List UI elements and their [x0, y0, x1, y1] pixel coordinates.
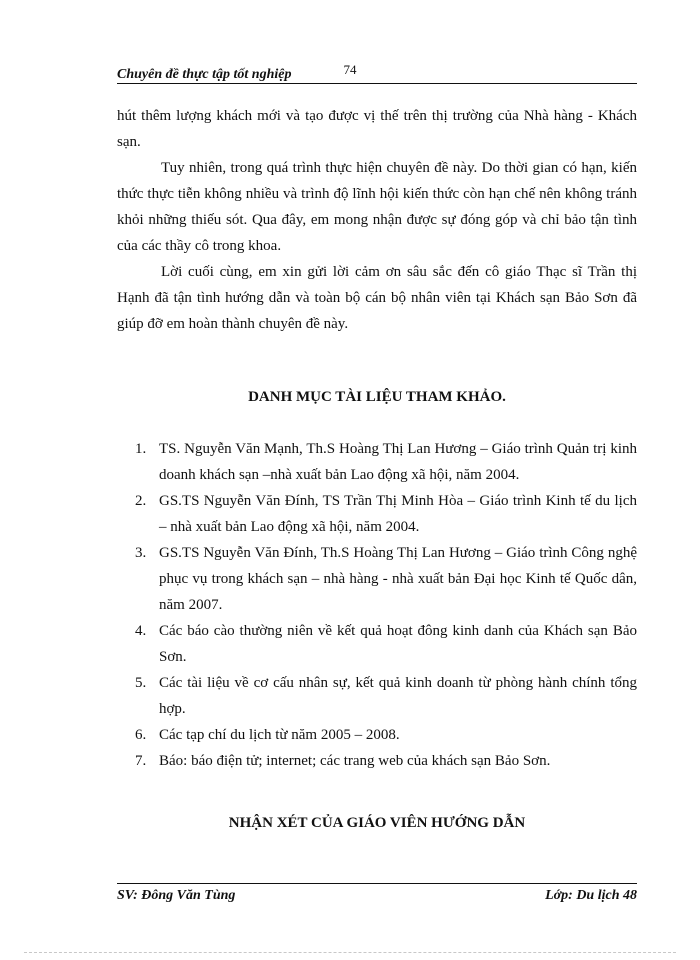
paragraph-limitations: Tuy nhiên, trong quá trình thực hiện chuyên đề này. Do thời gian có hạn, kiến thức thực tiễn không nhiều và trình độ lĩnh hội kiến thức còn hạn chế nên không tránh khỏi những thiếu sót. Qua đây, em mong nhận được sự đóng góp và chỉ bảo tận tình của các thầy cô trong khoa. [117, 160, 637, 254]
reference-item [117, 618, 637, 670]
reference-text: TS. Nguyễn Văn Mạnh, Th.S Hoàng Thị Lan Hương – Giáo trình Quản trị kinh doanh khách sạn –nhà xuất bản Lao động xã hội, năm 2004. [159, 441, 637, 483]
reference-item [117, 722, 637, 748]
reference-text: GS.TS Nguyễn Văn Đính, TS Trần Thị Minh Hòa – Giáo trình Kinh tế du lịch – nhà xuất bản Lao động xã hội, năm 2004. [159, 493, 637, 535]
reference-text: Các tạp chí du lịch từ năm 2005 – 2008. [159, 727, 400, 743]
running-header-title: Chuyên đề thực tập tốt nghiệp [117, 67, 292, 82]
reference-item [117, 436, 637, 488]
reference-number: 5. [135, 675, 147, 691]
reference-item [117, 670, 637, 722]
reference-text: GS.TS Nguyễn Văn Đính, Th.S Hoàng Thị Lan Hương – Giáo trình Công nghệ phục vụ trong khách sạn – nhà hàng - nhà xuất bản Đại học Kinh tế Quốc dân, năm 2007. [159, 545, 637, 613]
footer-class-name: Lớp: Du lịch 48 [545, 888, 637, 903]
paragraph-continuation: hút thêm lượng khách mới và tạo được vị thế trên thị trường của Nhà hàng - Khách sạn. [117, 108, 637, 150]
reference-number: 6. [135, 727, 147, 743]
footer-rule [117, 883, 637, 884]
body-text [117, 103, 637, 337]
advisor-comments-heading: NHẬN XÉT CỦA GIÁO VIÊN HƯỚNG DẪN [228, 815, 526, 831]
reference-text: Báo: báo điện tử; internet; các trang web của khách sạn Bảo Sơn. [159, 753, 551, 769]
reference-text: Các tài liệu về cơ cấu nhân sự, kết quả kinh doanh từ phòng hành chính tổng hợp. [159, 675, 637, 717]
header-rule [117, 83, 637, 84]
reference-number: 4. [135, 623, 147, 639]
reference-number: 1. [135, 441, 147, 457]
paragraph-acknowledgement: Lời cuối cùng, em xin gửi lời cảm ơn sâu sắc đến cô giáo Thạc sĩ Trần thị Hạnh đã tận tình hướng dẫn và toàn bộ cán bộ nhân viên tại Khách sạn Bảo Sơn đã giúp đỡ em hoàn thành chuyên đề này. [117, 264, 637, 332]
references-list [117, 436, 637, 774]
reference-number: 2. [135, 493, 147, 509]
reference-text: Các báo cào thường niên về kết quả hoạt đông kinh danh của Khách sạn Bảo Sơn. [159, 623, 637, 665]
footer-student-name: SV: Đông Văn Tùng [117, 888, 236, 903]
page-number: 74 [343, 62, 357, 77]
reference-item [117, 488, 637, 540]
reference-item [117, 540, 637, 618]
reference-number: 3. [135, 545, 147, 561]
page-edge-divider [24, 952, 676, 953]
reference-number: 7. [135, 753, 147, 769]
references-heading: DANH MỤC TÀI LIỆU THAM KHẢO. [248, 389, 506, 405]
reference-item [117, 748, 637, 774]
